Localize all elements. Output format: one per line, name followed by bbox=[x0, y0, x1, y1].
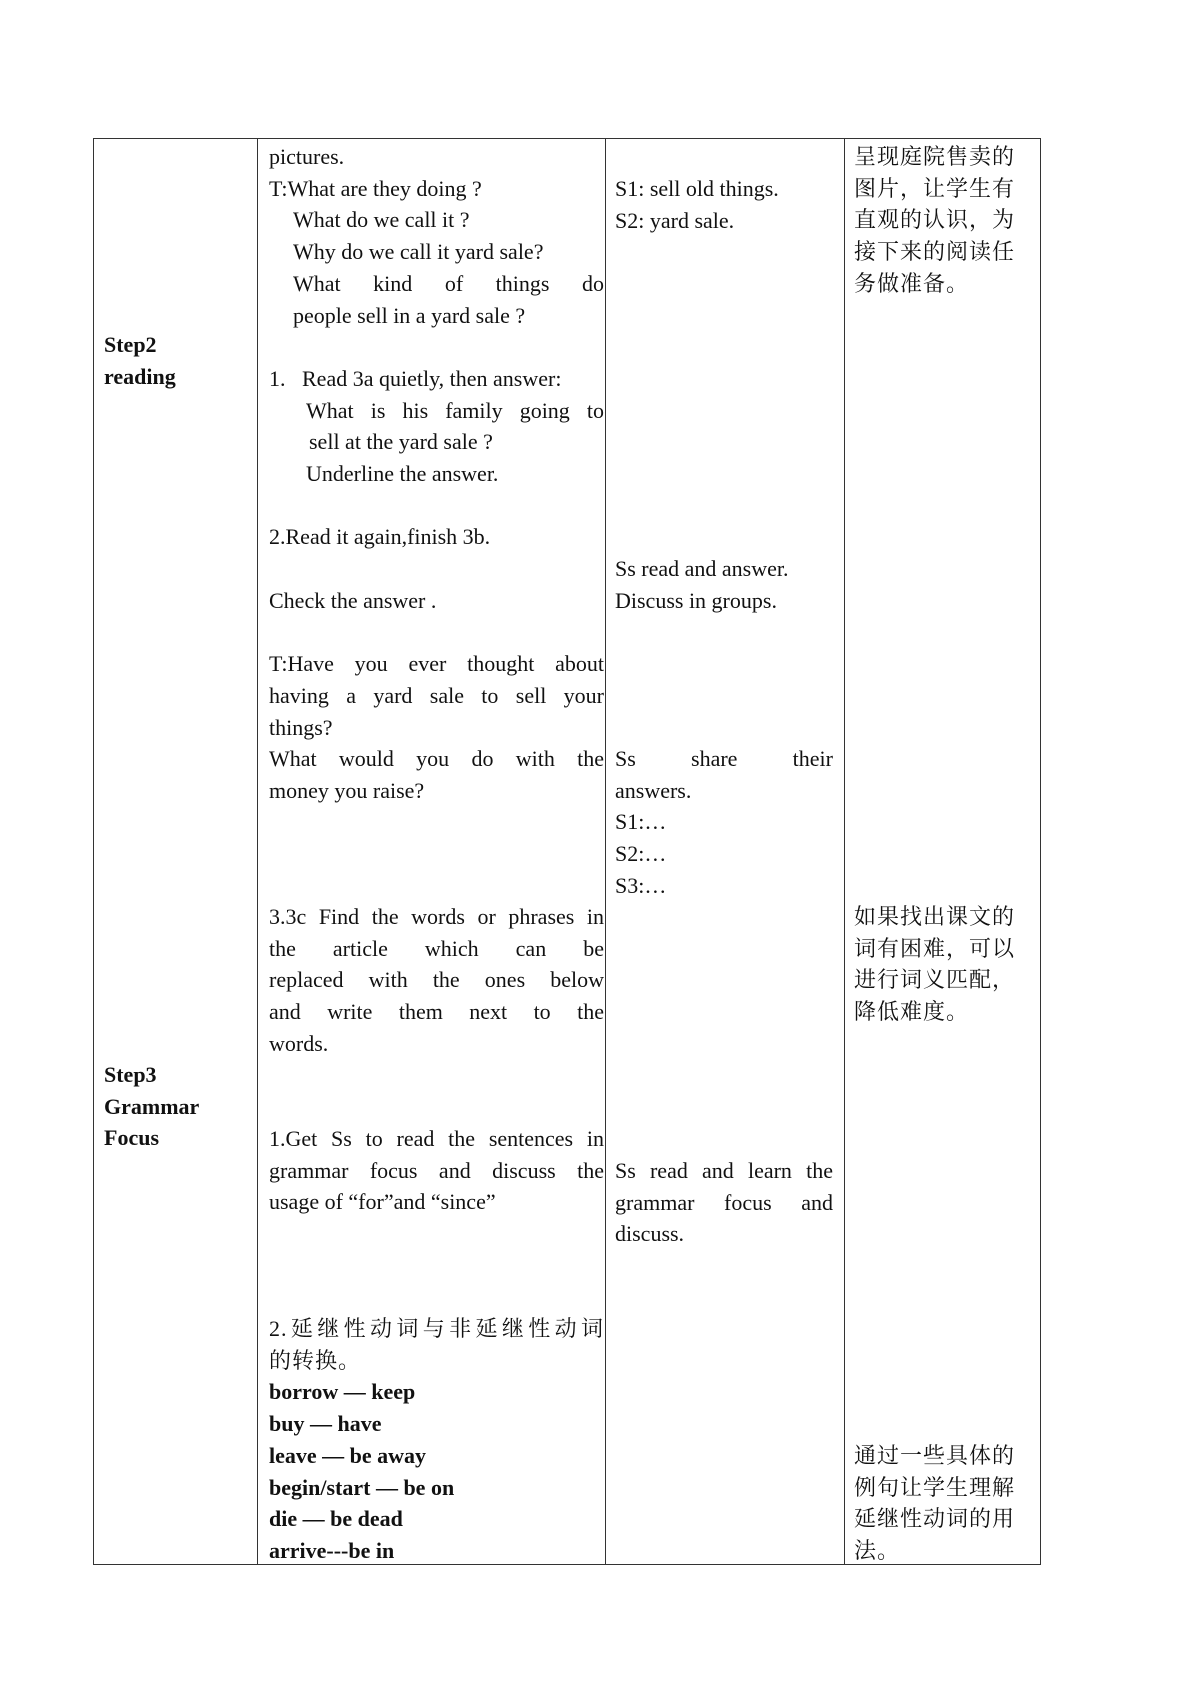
teacher-line: money you raise? bbox=[269, 778, 425, 803]
student-line: Ss read and learn the bbox=[615, 1158, 833, 1183]
step3-teacher-activities bbox=[269, 901, 604, 1567]
step3-label-line1: Step3 bbox=[104, 1062, 157, 1087]
purpose-line: 词有困难，可以 bbox=[854, 935, 1016, 961]
purpose-line: 延继性动词的用 bbox=[854, 1506, 1016, 1532]
teacher-line: Check the answer . bbox=[269, 587, 437, 613]
column-divider-2 bbox=[605, 139, 606, 1564]
teacher-line: 2.延继性动词与非延继性动词 bbox=[269, 1316, 604, 1342]
teacher-line: the article which can be bbox=[269, 935, 604, 961]
purpose-line: 法。 bbox=[854, 1538, 901, 1564]
student-line: S2:… bbox=[615, 841, 667, 867]
verb-pair: borrow — keep bbox=[269, 1379, 416, 1405]
verb-pair: arrive---be in bbox=[269, 1537, 395, 1563]
step3-purpose-1 bbox=[854, 901, 1032, 1028]
teacher-line: What would you do with the bbox=[269, 746, 604, 772]
step3-label-line2: Grammar bbox=[104, 1093, 200, 1119]
step2-purpose bbox=[854, 141, 1032, 300]
step2-student-activities-b bbox=[615, 553, 833, 616]
purpose-line: 接下来的阅读任 bbox=[854, 239, 1016, 265]
purpose-line: 通过一些具体的 bbox=[854, 1443, 1016, 1468]
teacher-line: 1.Get Ss to read the sentences in bbox=[269, 1125, 604, 1151]
teacher-line: sell at the yard sale ? bbox=[309, 429, 493, 455]
verb-pair: die — be dead bbox=[269, 1506, 403, 1532]
teacher-line: people sell in a yard sale ? bbox=[293, 302, 526, 328]
step2-student-activities-a bbox=[615, 173, 833, 236]
verb-pair: buy — have bbox=[269, 1411, 382, 1437]
student-line: Ss read and answer. bbox=[615, 556, 789, 581]
student-line: S1:… bbox=[615, 809, 667, 835]
student-line: answers. bbox=[615, 777, 692, 803]
teacher-line: having a yard sale to sell your bbox=[269, 682, 604, 708]
student-line: S3:… bbox=[615, 872, 667, 898]
purpose-line: 呈现庭院售卖的 bbox=[854, 144, 1016, 169]
teacher-task-1 bbox=[269, 363, 604, 395]
student-line: S1: sell old things. bbox=[615, 176, 779, 201]
purpose-line: 图片，让学生有 bbox=[854, 175, 1016, 201]
step2-student-activities-c bbox=[615, 743, 833, 902]
student-line: discuss. bbox=[615, 1221, 685, 1247]
purpose-line: 进行词义匹配， bbox=[854, 967, 1016, 993]
teacher-line: usage of “for”and “since” bbox=[269, 1189, 496, 1215]
step2-label bbox=[104, 329, 254, 392]
student-line: Discuss in groups. bbox=[615, 587, 777, 613]
purpose-line: 直观的认识，为 bbox=[854, 207, 1016, 233]
purpose-line: 如果找出课文的 bbox=[854, 904, 1016, 929]
purpose-line: 务做准备。 bbox=[854, 270, 970, 296]
teacher-line: Why do we call it yard sale? bbox=[293, 239, 544, 265]
teacher-line: things? bbox=[269, 714, 333, 740]
teacher-line: What do we call it ? bbox=[293, 207, 470, 233]
teacher-line: T:What are they doing ? bbox=[269, 175, 482, 201]
teacher-line: words. bbox=[269, 1030, 329, 1056]
teacher-line: What is his family going to bbox=[306, 397, 604, 423]
student-line: Ss share their bbox=[615, 746, 833, 771]
verb-pair: begin/start — be on bbox=[269, 1474, 455, 1500]
teacher-line: What kind of things do bbox=[293, 270, 604, 296]
teacher-line: pictures. bbox=[269, 144, 345, 169]
column-divider-1 bbox=[257, 139, 258, 1564]
teacher-line: 的转换。 bbox=[269, 1347, 362, 1373]
teacher-line: and write them next to the bbox=[269, 999, 604, 1025]
purpose-line: 降低难度。 bbox=[854, 999, 970, 1025]
step2-label-line2: reading bbox=[104, 363, 176, 389]
column-divider-3 bbox=[844, 139, 845, 1564]
teacher-line: 3.3c Find the words or phrases in bbox=[269, 904, 604, 929]
student-line: S2: yard sale. bbox=[615, 207, 735, 233]
teacher-line: Read 3a quietly, then answer: bbox=[302, 365, 562, 391]
teacher-line: T:Have you ever thought about bbox=[269, 651, 604, 677]
student-line: grammar focus and bbox=[615, 1189, 833, 1215]
teacher-line: grammar focus and discuss the bbox=[269, 1157, 604, 1183]
step2-label-line1: Step2 bbox=[104, 332, 157, 357]
teacher-line: 2.Read it again,finish 3b. bbox=[269, 524, 491, 550]
step3-student-activities bbox=[615, 1155, 833, 1250]
step3-label bbox=[104, 1059, 254, 1154]
teacher-line: Underline the answer. bbox=[306, 461, 499, 487]
step3-label-line3: Focus bbox=[104, 1125, 159, 1151]
purpose-line: 例句让学生理解 bbox=[854, 1474, 1016, 1500]
task-number: 1. bbox=[269, 365, 286, 391]
step2-teacher-activities bbox=[269, 141, 604, 807]
teacher-line: replaced with the ones below bbox=[269, 967, 604, 993]
lesson-plan-table bbox=[93, 138, 1041, 1565]
verb-pair: leave — be away bbox=[269, 1442, 427, 1468]
step3-purpose-2 bbox=[854, 1440, 1032, 1567]
